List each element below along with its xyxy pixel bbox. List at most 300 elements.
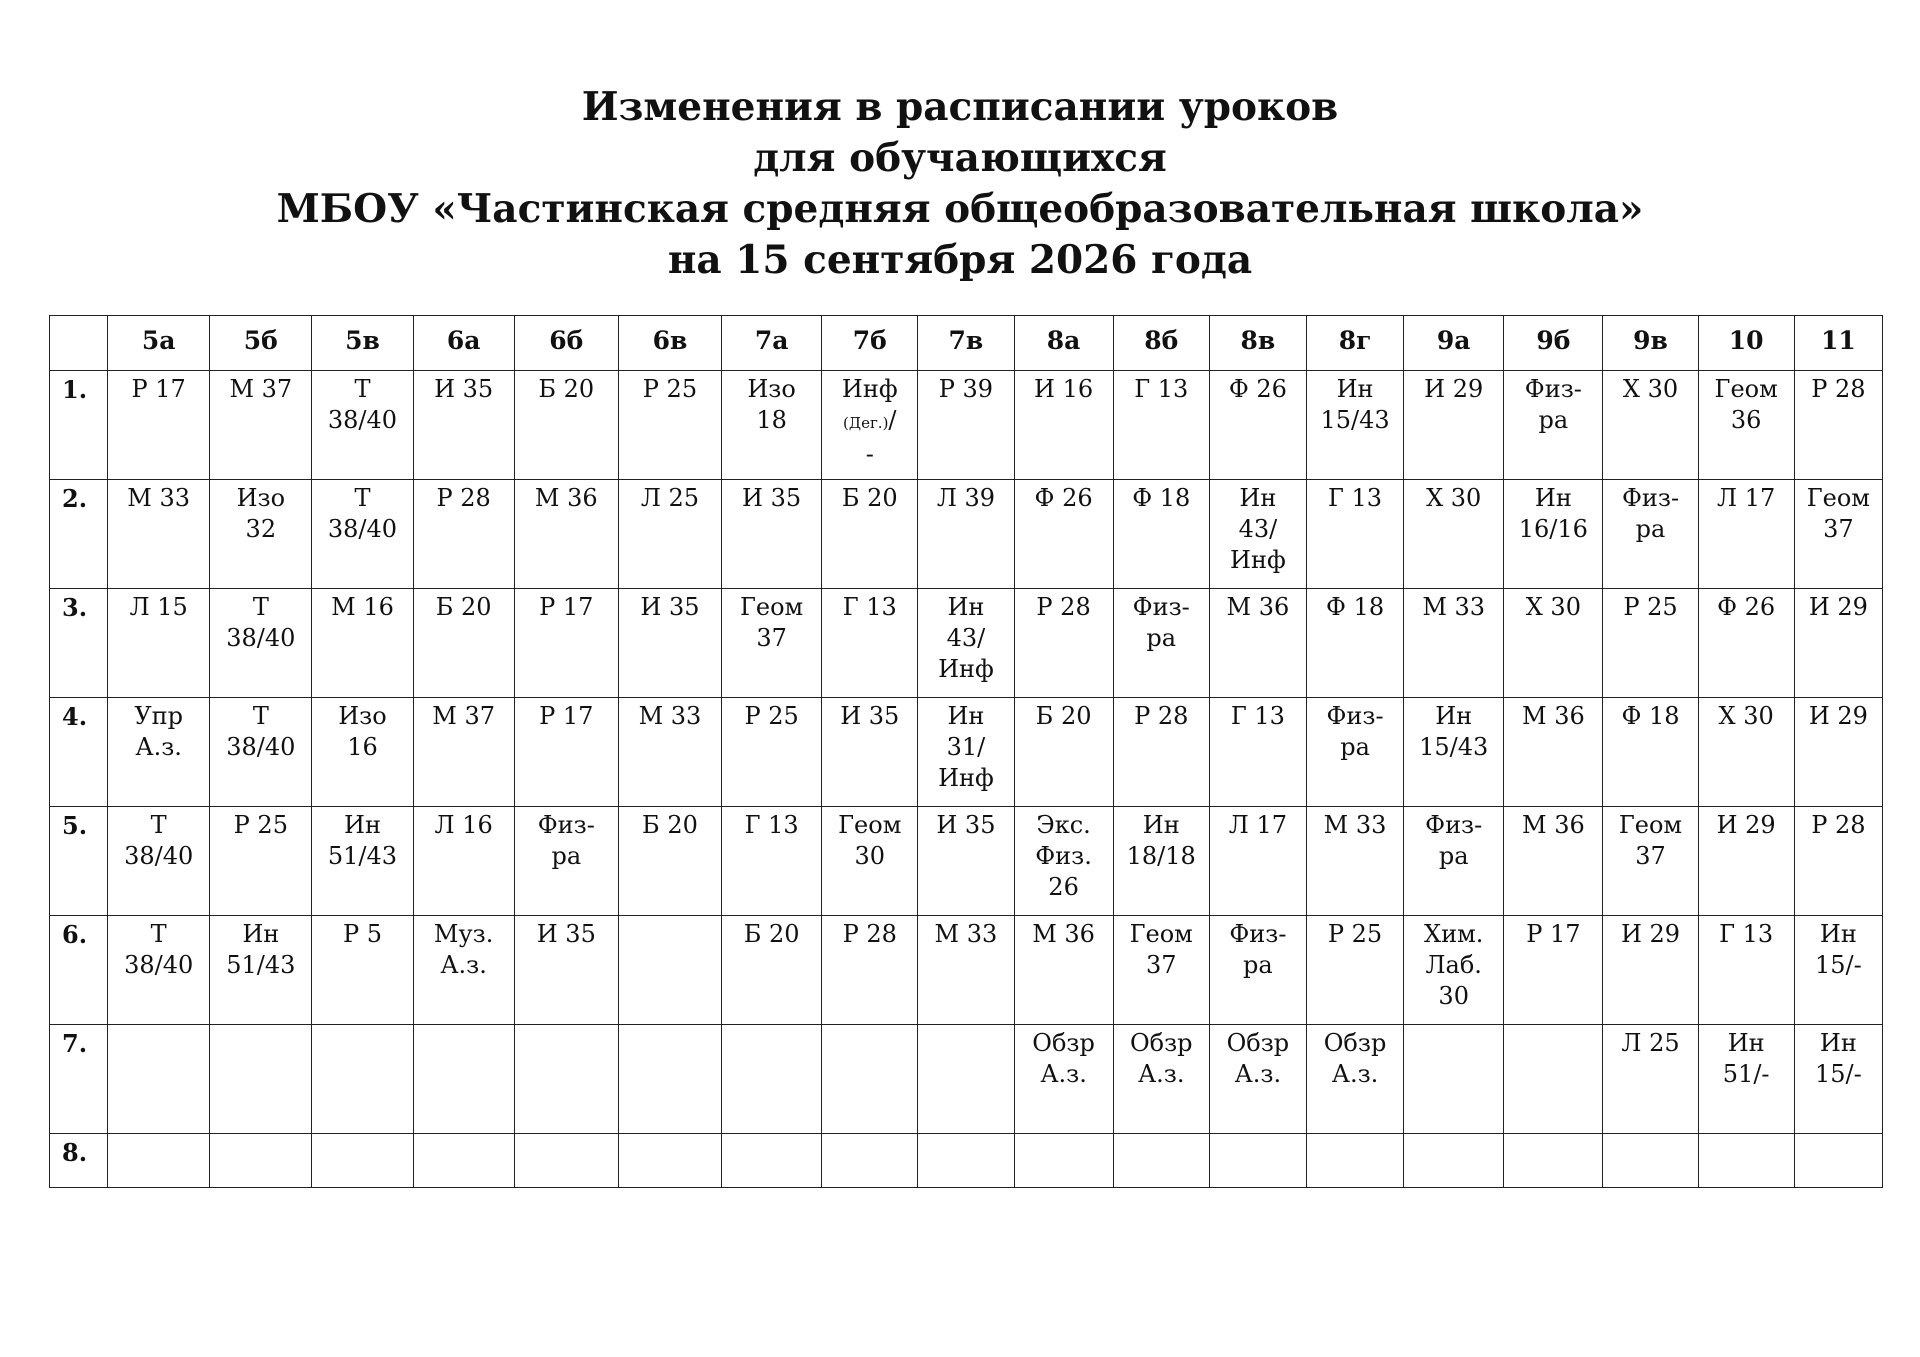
lesson-entry: М 33	[127, 484, 191, 512]
schedule-cell	[1404, 480, 1504, 589]
schedule-cell	[1306, 698, 1403, 807]
schedule-cell	[1504, 1134, 1603, 1188]
lesson-entry: Р 28	[436, 484, 491, 512]
lesson-entry: Ин 16/16	[1518, 484, 1588, 543]
schedule-cell	[1504, 371, 1603, 480]
schedule-cell	[918, 698, 1014, 807]
lesson-entry: И 35	[434, 375, 494, 403]
lesson-entry: Изо 16	[338, 702, 387, 761]
schedule-cell	[514, 916, 618, 1025]
lesson-entry: Изо 18	[747, 375, 796, 434]
lesson-entry: Геом 30	[838, 811, 902, 870]
header-row	[50, 316, 1883, 371]
column-header: 11	[1794, 316, 1882, 371]
lesson-entry: Физ- ра	[1425, 811, 1483, 870]
column-header: 6б	[514, 316, 618, 371]
lesson-entry: И 29	[1620, 920, 1681, 948]
lesson-number: 5.	[50, 807, 108, 916]
schedule-cell	[514, 1134, 618, 1188]
lesson-entry: Л 39	[936, 484, 996, 512]
schedule-cell	[1603, 698, 1698, 807]
lesson-entry: Р 28	[1811, 811, 1866, 839]
schedule-cell	[1306, 1134, 1403, 1188]
schedule-cell	[1404, 807, 1504, 916]
schedule-cell	[1603, 1134, 1698, 1188]
lesson-entry: Р 25	[642, 375, 698, 403]
schedule-cell	[1014, 1134, 1113, 1188]
schedule-cell	[1698, 916, 1794, 1025]
lesson-entry: Р 17	[1526, 920, 1581, 948]
schedule-cell	[312, 589, 413, 698]
lesson-entry: Упр А.з.	[134, 702, 184, 761]
schedule-cell	[1404, 1025, 1504, 1134]
lesson-entry: М 36	[1226, 593, 1290, 621]
schedule-cell	[312, 698, 413, 807]
schedule-cell	[1014, 916, 1113, 1025]
schedule-cell	[1504, 589, 1603, 698]
lesson-entry: Х 30	[1426, 484, 1482, 512]
lesson-entry: Обзр А.з.	[1032, 1029, 1095, 1088]
schedule-cell	[618, 480, 721, 589]
title-line-2: для обучающихся	[753, 135, 1167, 181]
lesson-entry: М 33	[638, 702, 702, 730]
lesson-entry: И 16	[1034, 375, 1094, 403]
lesson-entry: Т 38/40	[226, 593, 296, 652]
schedule-cell	[1404, 916, 1504, 1025]
schedule-cell	[918, 589, 1014, 698]
lesson-entry: Т 38/40	[226, 702, 296, 761]
lesson-entry: Экс. Физ. 26	[1035, 811, 1092, 901]
lesson-entry: И 35	[840, 702, 900, 730]
lesson-number: 7.	[50, 1025, 108, 1134]
lesson-row	[50, 371, 1883, 480]
lesson-entry: Р 25	[233, 811, 288, 839]
column-header: 9а	[1404, 316, 1504, 371]
schedule-cell	[312, 1025, 413, 1134]
schedule-cell	[822, 807, 918, 916]
title-line-3: МБОУ «Частинская средняя общеобразовательная школа»	[276, 186, 1644, 232]
schedule-cell	[1306, 916, 1403, 1025]
lesson-entry: Ин 18/18	[1126, 811, 1196, 870]
schedule-cell	[618, 698, 721, 807]
column-header: 6а	[413, 316, 514, 371]
column-header: 5б	[210, 316, 312, 371]
schedule-cell	[918, 371, 1014, 480]
schedule-cell	[1603, 480, 1698, 589]
lesson-entry: Геом 37	[1129, 920, 1193, 979]
schedule-cell	[514, 698, 618, 807]
lesson-entry: Р 39	[938, 375, 994, 403]
schedule-cell	[210, 480, 312, 589]
lesson-number: 2.	[50, 480, 108, 589]
schedule-cell	[210, 371, 312, 480]
lesson-entry: Геом 37	[740, 593, 804, 652]
schedule-cell	[108, 480, 210, 589]
schedule-cell	[514, 371, 618, 480]
schedule-cell	[722, 698, 822, 807]
schedule-cell	[1504, 807, 1603, 916]
schedule-cell	[1113, 1134, 1209, 1188]
schedule-cell	[1404, 589, 1504, 698]
schedule-cell	[413, 807, 514, 916]
lesson-row	[50, 698, 1883, 807]
schedule-cell	[618, 916, 721, 1025]
lesson-entry: Л 25	[1621, 1029, 1680, 1057]
lesson-entry: М 37	[229, 375, 293, 403]
lesson-entry: И 29	[1716, 811, 1776, 839]
schedule-cell	[1698, 1025, 1794, 1134]
lesson-entry: М 36	[1032, 920, 1095, 948]
lesson-entry: М 33	[1422, 593, 1486, 621]
lesson-entry: Л 17	[1717, 484, 1776, 512]
schedule-cell	[1504, 480, 1603, 589]
column-header: 8в	[1209, 316, 1306, 371]
schedule-cell	[1209, 807, 1306, 916]
title-line-1: Изменения в расписании уроков	[581, 84, 1339, 130]
schedule-cell	[1306, 480, 1403, 589]
schedule-cell	[1504, 698, 1603, 807]
lesson-entry: Б 20	[1035, 702, 1092, 730]
lesson-entry: Т 38/40	[327, 484, 398, 543]
lesson-entry: И 29	[1808, 593, 1868, 621]
lesson-entry: Т 38/40	[124, 920, 194, 979]
schedule-cell	[822, 480, 918, 589]
schedule-cell	[1698, 589, 1794, 698]
title-line-4: на 15 сентября 2026 года	[667, 237, 1253, 283]
schedule-cell	[413, 698, 514, 807]
lesson-entry: Г 13	[842, 593, 897, 621]
schedule-cell	[1209, 480, 1306, 589]
schedule-cell	[722, 371, 822, 480]
lesson-entry: Ин 43/ Инф	[1230, 484, 1286, 574]
lesson-row	[50, 1025, 1883, 1134]
column-header: 7б	[822, 316, 918, 371]
schedule-cell	[822, 1134, 918, 1188]
schedule-cell	[1404, 1134, 1504, 1188]
column-header: 8б	[1113, 316, 1209, 371]
schedule-cell	[918, 480, 1014, 589]
schedule-cell	[210, 807, 312, 916]
lesson-number: 6.	[50, 916, 108, 1025]
schedule-cell	[1306, 1025, 1403, 1134]
lesson-number: 1.	[50, 371, 108, 480]
lesson-entry: Б 20	[743, 920, 800, 948]
schedule-cell	[413, 1134, 514, 1188]
schedule-cell	[312, 807, 413, 916]
lesson-entry: М 36	[1521, 811, 1585, 839]
schedule-cell	[618, 371, 721, 480]
schedule-cell	[1794, 916, 1882, 1025]
lesson-entry: И 35	[936, 811, 996, 839]
schedule-cell	[1794, 589, 1882, 698]
schedule-cell	[1209, 371, 1306, 480]
lesson-entry: Г 13	[1134, 375, 1189, 403]
lesson-entry: Б 20	[435, 593, 492, 621]
lesson-entry: Ф 26	[1717, 593, 1776, 621]
schedule-cell	[1504, 1025, 1603, 1134]
lesson-entry: Г 13	[1328, 484, 1383, 512]
lesson-number: 8.	[50, 1134, 108, 1188]
column-header: 8а	[1014, 316, 1113, 371]
lesson-entry: Х 30	[1622, 375, 1679, 403]
column-header: 5в	[312, 316, 413, 371]
lesson-row	[50, 589, 1883, 698]
schedule-cell	[1603, 1025, 1698, 1134]
schedule-cell	[1404, 698, 1504, 807]
schedule-cell	[108, 916, 210, 1025]
lesson-entry: Р 25	[1623, 593, 1678, 621]
schedule-cell	[822, 916, 918, 1025]
schedule-cell	[1794, 807, 1882, 916]
lesson-number: 4.	[50, 698, 108, 807]
schedule-cell	[1794, 480, 1882, 589]
schedule-cell	[1306, 807, 1403, 916]
lesson-entry: Г 13	[744, 811, 799, 839]
schedule-cell	[1698, 371, 1794, 480]
lesson-entry: Обзр А.з.	[1129, 1029, 1193, 1088]
schedule-cell	[722, 916, 822, 1025]
schedule-cell	[1014, 371, 1113, 480]
schedule-cell	[1113, 589, 1209, 698]
schedule-cell	[1603, 916, 1698, 1025]
schedule-cell	[413, 371, 514, 480]
lesson-number: 3.	[50, 589, 108, 698]
schedule-cell	[722, 589, 822, 698]
schedule-cell	[108, 698, 210, 807]
lesson-entry: Р 17	[539, 593, 594, 621]
schedule-cell	[618, 807, 721, 916]
column-header: 9в	[1603, 316, 1698, 371]
lesson-entry: Физ- ра	[1132, 593, 1190, 652]
lesson-entry: Р 25	[1327, 920, 1383, 948]
lesson-entry: Ин 51/43	[226, 920, 296, 979]
schedule-cell	[918, 1134, 1014, 1188]
schedule-cell	[1603, 807, 1698, 916]
lesson-entry: Б 20	[642, 811, 698, 839]
lesson-entry: Л 25	[640, 484, 700, 512]
lesson-entry: Т 38/40	[327, 375, 398, 434]
lesson-entry: Р 28	[1036, 593, 1091, 621]
lesson-entry: Ф 18	[1326, 593, 1385, 621]
schedule-cell	[514, 1025, 618, 1134]
lesson-entry: Ф 18	[1621, 702, 1680, 730]
schedule-cell	[1014, 589, 1113, 698]
lesson-entry: И 29	[1424, 375, 1484, 403]
lesson-entry: И 35	[536, 920, 596, 948]
lesson-entry: Ф 26	[1034, 484, 1093, 512]
lesson-entry: Обзр А.з.	[1226, 1029, 1290, 1088]
lesson-entry: Ф 18	[1132, 484, 1191, 512]
lesson-entry: Физ- ра	[1524, 375, 1582, 434]
lesson-entry: Физ- ра	[1326, 702, 1384, 761]
lesson-row	[50, 807, 1883, 916]
schedule-cell	[210, 1025, 312, 1134]
schedule-table	[49, 315, 1883, 1188]
schedule-cell	[413, 916, 514, 1025]
document-title	[0, 82, 1920, 286]
lesson-entry: М 37	[432, 702, 496, 730]
lesson-entry: Р 17	[539, 702, 594, 730]
schedule-cell	[918, 1025, 1014, 1134]
lesson-entry: Ин 31/ Инф	[938, 702, 994, 792]
schedule-cell	[722, 480, 822, 589]
schedule-cell	[1698, 1134, 1794, 1188]
schedule-cell	[1603, 371, 1698, 480]
schedule-cell	[1113, 371, 1209, 480]
lesson-entry: Г 13	[1719, 920, 1774, 948]
schedule-cell	[312, 1134, 413, 1188]
lesson-entry: Л 16	[434, 811, 493, 839]
schedule-cell	[1209, 1025, 1306, 1134]
lesson-entry: Б 20	[841, 484, 898, 512]
lesson-row	[50, 916, 1883, 1025]
schedule-cell	[918, 916, 1014, 1025]
lesson-entry: Физ- ра	[1229, 920, 1287, 979]
lesson-entry: Изо 32	[236, 484, 286, 543]
lesson-entry: Ин 43/ Инф	[938, 593, 994, 683]
schedule-cell	[1306, 371, 1403, 480]
lesson-entry: Ф 26	[1228, 375, 1287, 403]
lesson-entry: Ин 51/43	[327, 811, 398, 870]
lesson-entry: Обзр А.з.	[1323, 1029, 1387, 1088]
column-header: 10	[1698, 316, 1794, 371]
schedule-cell	[413, 1025, 514, 1134]
lesson-entry: М 33	[1323, 811, 1387, 839]
lesson-entry: Х 30	[1718, 702, 1774, 730]
schedule-cell	[1113, 916, 1209, 1025]
schedule-cell	[1306, 589, 1403, 698]
lesson-entry: М 16	[331, 593, 394, 621]
schedule-cell	[1014, 1025, 1113, 1134]
schedule-cell	[312, 916, 413, 1025]
column-header: 8г	[1306, 316, 1403, 371]
schedule-cell	[108, 807, 210, 916]
lesson-entry: И 35	[640, 593, 700, 621]
schedule-cell	[108, 371, 210, 480]
schedule-cell	[618, 589, 721, 698]
lesson-entry: Т 38/40	[124, 811, 194, 870]
schedule-cell	[1014, 480, 1113, 589]
schedule-cell	[1504, 916, 1603, 1025]
schedule-cell	[722, 1025, 822, 1134]
column-header: 7в	[918, 316, 1014, 371]
schedule-cell	[1603, 589, 1698, 698]
lesson-entry: Р 28	[1134, 702, 1189, 730]
header-corner	[50, 316, 108, 371]
schedule-cell	[1014, 698, 1113, 807]
schedule-cell	[822, 1025, 918, 1134]
column-header: 5а	[108, 316, 210, 371]
schedule-cell	[1698, 807, 1794, 916]
lesson-entry: Р 28	[1811, 375, 1866, 403]
lesson-entry: И 29	[1808, 702, 1868, 730]
lesson-entry: Хим. Лаб. 30	[1424, 920, 1484, 1010]
lesson-entry: Ин 15/-	[1815, 1029, 1862, 1088]
schedule-cell	[822, 371, 918, 480]
lesson-entry: Физ- ра	[537, 811, 595, 870]
schedule-cell	[1209, 698, 1306, 807]
schedule-cell	[514, 480, 618, 589]
schedule-cell	[1209, 1134, 1306, 1188]
schedule-cell	[1794, 698, 1882, 807]
schedule-cell	[514, 807, 618, 916]
lesson-entry: Б 20	[538, 375, 595, 403]
schedule-cell	[108, 589, 210, 698]
schedule-cell	[210, 1134, 312, 1188]
lesson-entry: Р 5	[342, 920, 382, 948]
schedule-cell	[312, 371, 413, 480]
schedule-cell	[1794, 1025, 1882, 1134]
column-header: 6в	[618, 316, 721, 371]
schedule-cell	[1209, 916, 1306, 1025]
lesson-entry: Р 17	[131, 375, 186, 403]
schedule-cell	[210, 916, 312, 1025]
schedule-cell	[1209, 589, 1306, 698]
schedule-cell	[822, 698, 918, 807]
schedule-cell	[1794, 371, 1882, 480]
lesson-entry: Л 15	[129, 593, 188, 621]
lesson-entry: М 33	[934, 920, 998, 948]
lesson-entry: Инф (Дег.)/ -	[841, 375, 898, 468]
lesson-entry: Ин 15/-	[1815, 920, 1862, 979]
lesson-entry: Х 30	[1525, 593, 1581, 621]
lesson-entry: Муз. А.з.	[433, 920, 494, 979]
schedule-cell	[722, 807, 822, 916]
schedule-cell	[822, 589, 918, 698]
lesson-entry: Р 25	[744, 702, 799, 730]
lesson-entry: Г 13	[1230, 702, 1285, 730]
lesson-entry: И 35	[742, 484, 802, 512]
lesson-entry: Физ- ра	[1621, 484, 1680, 543]
schedule-cell	[1698, 480, 1794, 589]
lesson-entry: Ин 51/-	[1722, 1029, 1770, 1088]
lesson-entry: М 36	[534, 484, 598, 512]
schedule-cell	[1698, 698, 1794, 807]
schedule-cell	[210, 698, 312, 807]
schedule-cell	[413, 480, 514, 589]
schedule-cell	[514, 589, 618, 698]
schedule-cell	[413, 589, 514, 698]
teacher-note: (Дег.)	[843, 414, 889, 432]
schedule-cell	[1113, 1025, 1209, 1134]
lesson-entry: Р 28	[842, 920, 897, 948]
schedule-cell	[312, 480, 413, 589]
lesson-row	[50, 480, 1883, 589]
column-header: 9б	[1504, 316, 1603, 371]
lesson-entry: Ин 15/43	[1320, 375, 1390, 434]
lesson-entry: Геом 37	[1618, 811, 1683, 870]
lesson-entry: Л 17	[1228, 811, 1287, 839]
schedule-cell	[210, 589, 312, 698]
lesson-entry: Ин 15/43	[1419, 702, 1489, 761]
lesson-entry: Геом 37	[1806, 484, 1870, 543]
lesson-entry: М 36	[1521, 702, 1585, 730]
schedule-cell	[1113, 480, 1209, 589]
schedule-cell	[108, 1134, 210, 1188]
schedule-cell	[618, 1025, 721, 1134]
column-header: 7а	[722, 316, 822, 371]
schedule-cell	[1794, 1134, 1882, 1188]
schedule-cell	[618, 1134, 721, 1188]
schedule-cell	[1113, 698, 1209, 807]
lesson-row	[50, 1134, 1883, 1188]
schedule-cell	[1113, 807, 1209, 916]
schedule-cell	[918, 807, 1014, 916]
schedule-cell	[1404, 371, 1504, 480]
schedule-cell	[722, 1134, 822, 1188]
lesson-entry: Геом 36	[1714, 375, 1778, 434]
schedule-cell	[108, 1025, 210, 1134]
